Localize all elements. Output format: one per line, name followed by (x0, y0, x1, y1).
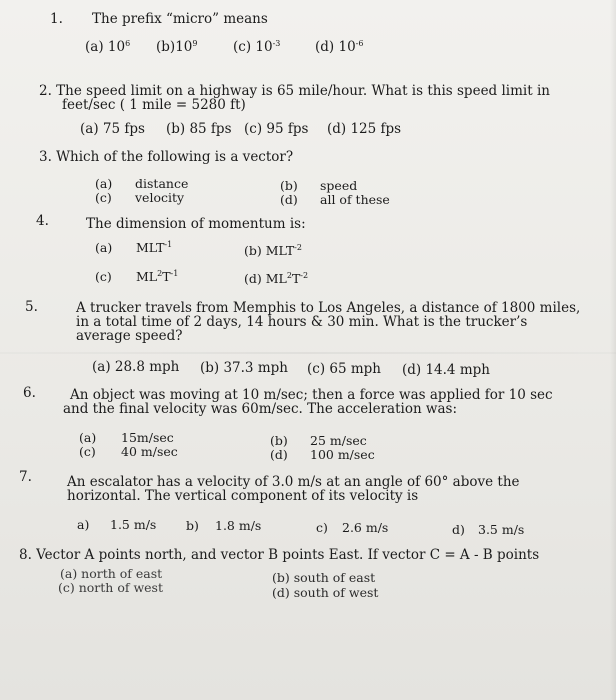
q5-text-line2: in a total time of 2 days, 14 hours & 30 min. What is the trucker’s (76, 314, 528, 330)
q8-option-d: (d) south of west (272, 585, 379, 600)
q1-option-c: (c) $10^{-3}$ (233, 39, 281, 55)
q3-option-d: all of these (320, 192, 390, 207)
q4-option-c-label: (c) (95, 269, 112, 284)
q1-text: The prefix “micro” means (92, 11, 268, 27)
q6-option-d: 100 m/sec (310, 447, 375, 462)
q5-number: 5. (25, 299, 38, 315)
q7-option-d-label: d) (452, 522, 465, 537)
q4-option-b: (b) $MLT^{-2}$ (244, 243, 302, 258)
q7-text-line1: An escalator has a velocity of 3.0 m/s at an angle of 60° above the (67, 474, 520, 490)
q6-option-b-label: (b) (270, 433, 288, 448)
q4-text: The dimension of momentum is: (86, 216, 306, 232)
q3-option-d-label: (d) (280, 192, 298, 207)
q5-option-b: (b) 37.3 mph (200, 360, 288, 376)
q5-text-line1: A trucker travels from Memphis to Los Angeles, a distance of 1800 miles, (76, 300, 581, 316)
q7-number: 7. (19, 469, 32, 485)
q7-option-c: 2.6 m/s (342, 520, 389, 535)
q7-option-b-label: b) (186, 518, 199, 533)
q6-option-b: 25 m/sec (310, 433, 367, 448)
q2-option-a: (a) 75 fps (80, 121, 145, 137)
q5-option-a: (a) 28.8 mph (92, 359, 180, 375)
q6-option-a-label: (a) (79, 430, 97, 445)
q2-text-line2: feet/sec ( 1 mile = 5280 ft) (62, 97, 246, 113)
q1-number: 1. (50, 11, 63, 27)
q6-text-line1: An object was moving at 10 m/sec; then a force was applied for 10 sec (70, 387, 553, 403)
q7-option-c-label: c) (316, 520, 328, 535)
q3-text: 3. Which of the following is a vector? (39, 149, 294, 165)
q6-option-a: 15m/sec (121, 430, 174, 445)
q1-option-b: $(b)10^9$ (156, 39, 198, 55)
paper-edge-shadow (610, 0, 616, 700)
q4-option-a: $MLT^{-1}$ (136, 240, 173, 255)
q3-option-c: velocity (135, 190, 185, 205)
q5-text-line3: average speed? (76, 328, 183, 344)
q3-option-c-label: (c) (95, 190, 112, 205)
q2-text-line1: 2. The speed limit on a highway is 65 mile/hour. What is this speed limit in (39, 83, 550, 99)
q8-option-a: (a) north of east (60, 566, 163, 581)
q3-option-a-label: (a) (95, 176, 113, 191)
q4-number: 4. (36, 213, 49, 229)
q4-option-c: $ML^2T^{-1}$ (136, 269, 179, 284)
q2-option-c: (c) 95 fps (244, 121, 309, 137)
q8-option-c: (c) north of west (58, 580, 163, 595)
q6-option-d-label: (d) (270, 447, 288, 462)
q7-option-a-label: a) (77, 517, 90, 532)
q1-option-a: (a) $10^6$ (85, 39, 131, 55)
q8-option-b: (b) south of east (272, 570, 376, 585)
q6-text-line2: and the final velocity was 60m/sec. The acceleration was: (63, 401, 458, 417)
q7-option-b: 1.8 m/s (215, 518, 262, 533)
q6-option-c: 40 m/sec (121, 444, 178, 459)
q7-option-d: 3.5 m/s (478, 522, 525, 537)
q2-option-b: (b) 85 fps (166, 121, 232, 137)
q4-option-d: (d) $ML^2T^{-2}$ (244, 271, 309, 286)
q3-option-b-label: (b) (280, 178, 298, 193)
q7-option-a: 1.5 m/s (110, 517, 157, 532)
q6-number: 6. (23, 385, 36, 401)
q2-option-d: (d) 125 fps (327, 121, 402, 137)
q3-option-a: distance (135, 176, 189, 191)
q5-option-c: (c) 65 mph (307, 361, 381, 377)
q4-option-a-label: (a) (95, 240, 113, 255)
q5-option-d: (d) 14.4 mph (402, 362, 490, 378)
q1-option-d: (d) $10^{-6}$ (315, 39, 364, 55)
q3-option-b: speed (320, 178, 358, 193)
q7-text-line2: horizontal. The vertical component of its velocity is (67, 488, 419, 504)
q6-option-c-label: (c) (79, 444, 96, 459)
paper-crease (0, 352, 616, 354)
q8-text: 8. Vector A points north, and vector B points East. If vector C = A - B points (19, 547, 540, 563)
